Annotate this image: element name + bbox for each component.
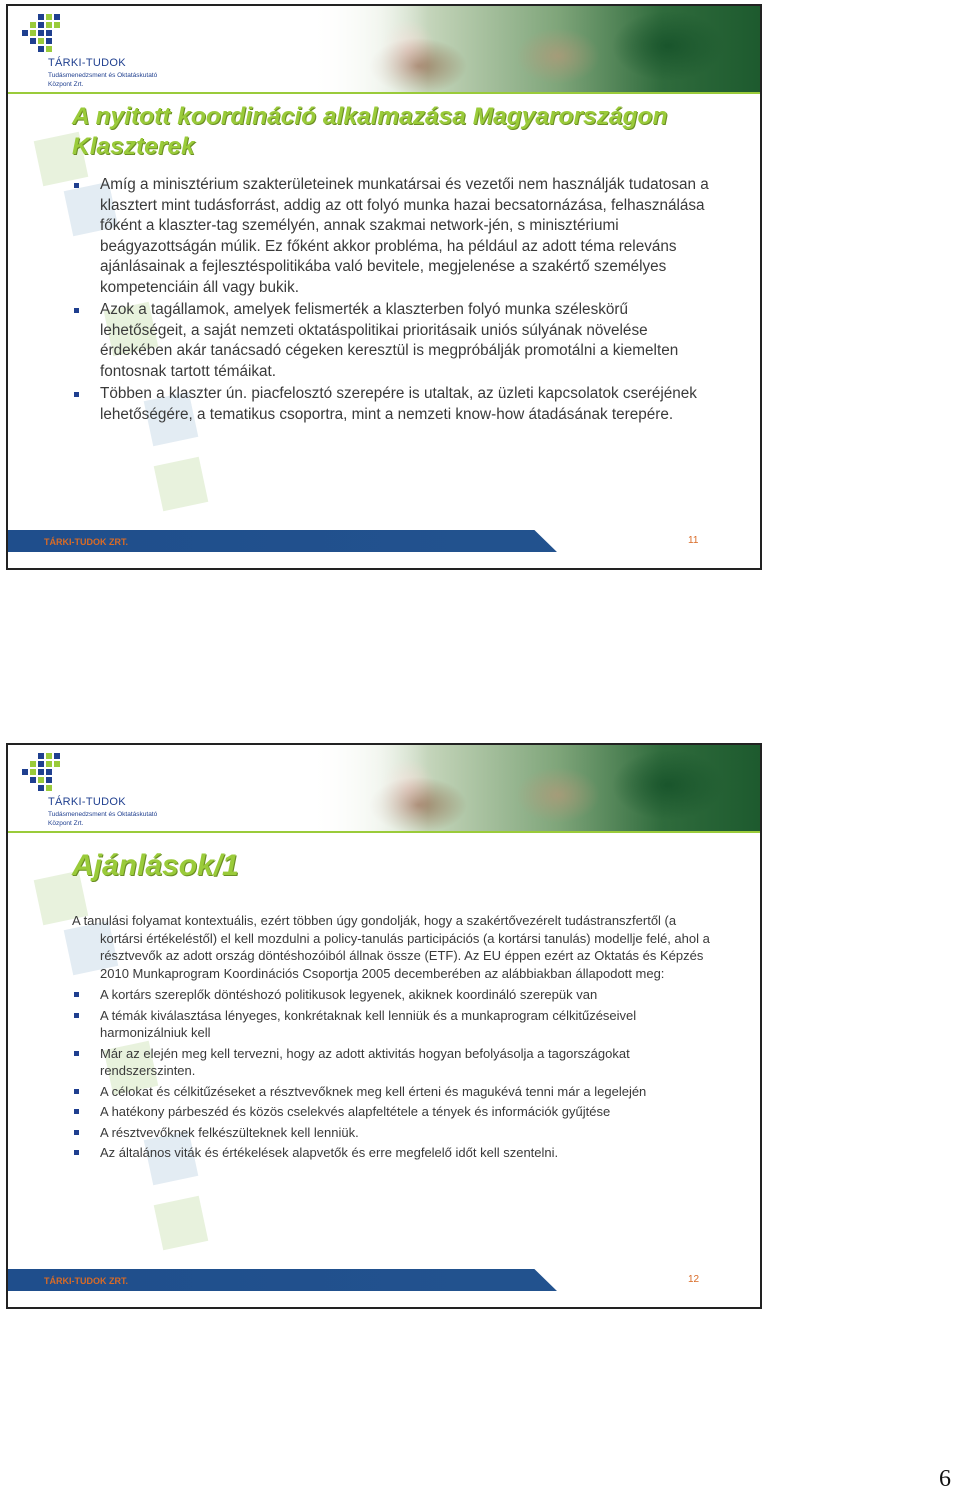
slide-body [72, 912, 712, 1165]
bullet-icon [74, 1013, 79, 1018]
list-item: Már az elején meg kell tervezni, hogy az adott aktivitás hogyan befolyásolja a tagországokat rendszerszinten. [72, 1045, 712, 1080]
slide-body [72, 175, 712, 427]
bullet-icon [74, 308, 79, 313]
slide-page-number: 12 [688, 1274, 700, 1285]
slide-11 [6, 4, 762, 570]
list-item: A hatékony párbeszéd és közös cselekvés alapfeltétele a tények és információk gyűjtése [72, 1103, 712, 1121]
slide-title: A nyitott koordináció alkalmazása Magyarországon Klaszterek [72, 103, 668, 160]
logo-name: TÁRKI-TUDOK [48, 57, 126, 69]
list-item: Az általános viták és értékelések alapvetők és erre megfelelő időt kell szentelni. [72, 1144, 712, 1162]
slide-title: Ajánlások/1 [72, 849, 239, 882]
logo-subtitle: Tudásmenedzsment és Oktatáskutató Központ Zrt. [48, 811, 158, 827]
header-photo-fade [308, 6, 428, 92]
logo-grid-icon [22, 753, 62, 793]
bullet-icon [74, 1130, 79, 1135]
list-item: A résztvevőknek felkészülteknek kell lenniük. [72, 1124, 712, 1142]
bullet-icon [74, 1089, 79, 1094]
tarki-tudok-logo [22, 753, 172, 833]
bullet-icon [74, 392, 79, 397]
watermark-square [154, 1196, 209, 1251]
intro-paragraph: A tanulási folyamat kontextuális, ezért többen úgy gondolják, hogy a szakértővezérelt tudástranszfertől (a kortársi értékeléstől) el kell mozdulni a policy-tanulás participációs (a kortársi tanulás) modellje felé, ahol a résztvevők az adott ország döntéshozóiból állnak össze (ETF). Az EU éppen ezért az Oktatás és Képzés 2010 Munkaprogram Koordinációs Csoportja 2005 decemberében az alábbiakban állapodott meg: [72, 913, 710, 981]
slide-page-number: 11 [688, 535, 699, 546]
list-item: Többen a klaszter ún. piacfelosztó szerepére is utaltak, az üzleti kapcsolatok cseréjének lehetőségére, a tematikus csoportra, mint a nemzeti know-how átadásának terepére. [72, 384, 712, 425]
header-photo-fade [308, 745, 428, 831]
logo-subtitle: Tudásmenedzsment és Oktatáskutató Központ Zrt. [48, 72, 158, 88]
logo-name: TÁRKI-TUDOK [48, 796, 126, 808]
bullet-icon [74, 1109, 79, 1114]
list-item: A célokat és célkitűzéseket a résztvevőknek meg kell érteni és magukévá tenni már a legelején [72, 1083, 712, 1101]
list-item: A kortárs szereplők döntéshozó politikusok legyenek, akiknek koordináló szerepük van [72, 986, 712, 1004]
sheet-page-number: 6 [939, 1466, 951, 1492]
watermark-square [154, 457, 209, 512]
bullet-icon [74, 183, 79, 188]
footer-company: TÁRKI-TUDOK ZRT. [44, 1276, 128, 1286]
footer-company: TÁRKI-TUDOK ZRT. [44, 537, 128, 547]
bullet-icon [74, 1150, 79, 1155]
bullet-icon [74, 992, 79, 997]
list-item: A témák kiválasztása lényeges, konkrétaknak kell lenniük és a munkaprogram célkitűzéseivel harmonizálniuk kell [72, 1007, 712, 1042]
bullet-icon [74, 1051, 79, 1056]
list-item: Amíg a minisztérium szakterületeinek munkatársai és vezetői nem használják tudatosan a klasztert mint tudásforrást, addig az ott folyó munka hazai becsatornázása, felhasználása főként a klaszter-tag személyén, annak szakmai network-jén, s minisztériumi beágyazottságán múlik. Ez főként akkor probléma, ha például az adott téma releváns ajánlásainak a fejlesztéspolitikába való bevitele, megjelenése a szakértő személyes kompetenciáin áll vagy bukik. [72, 175, 712, 298]
tarki-tudok-logo [22, 14, 172, 94]
logo-grid-icon [22, 14, 62, 54]
slide-12 [6, 743, 762, 1309]
list-item: Azok a tagállamok, amelyek felismerték a klaszterben folyó munka széleskörű lehetőségeit, a saját nemzeti oktatáspolitikai prioritásaik uniós súlyának növelése érdekében akár tanácsadó cégeken keresztül is megpróbálják promotálni a kiemelten fontosnak tartott témáikat. [72, 300, 712, 382]
